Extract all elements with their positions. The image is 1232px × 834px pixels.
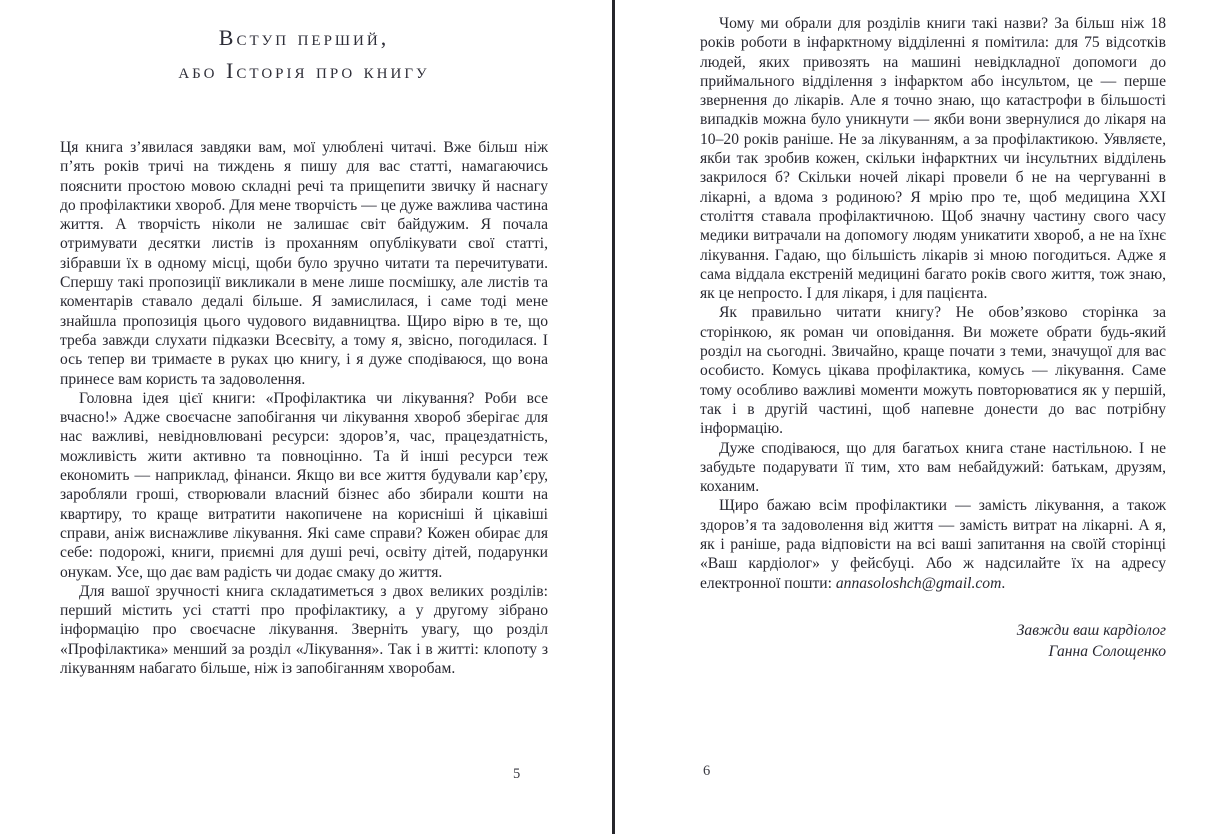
left-page-body xyxy=(60,138,548,678)
paragraph: Для вашої зручності книга складатиметься з двох великих розділів: перший містить усі статті про профілактику, а у другому зібрано інформацію про своєчасне лікування. Зверніть увагу, що розділ «Профілактика» менший за розділ «Лікування». Так і в житті: клопоту з лікуванням набагато більше, ніж із запобіганням хворобам. xyxy=(60,582,548,678)
page-right xyxy=(700,0,1166,834)
paragraph: Дуже сподіваюся, що для багатьох книга стане настільною. І не забудьте подарувати її тим, хто вам небайдужий: батькам, друзям, коханим. xyxy=(700,439,1166,496)
signature-name: Ганна Солощенко xyxy=(1048,642,1166,660)
chapter-title-line2: або Історія про книгу xyxy=(178,58,430,83)
right-page-body xyxy=(700,14,1166,593)
page-left xyxy=(60,0,548,834)
signature-role: Завжди ваш кардіолог xyxy=(1016,621,1166,639)
paragraph-closing xyxy=(700,496,1166,592)
closing-text: Щиро бажаю всім профілактики — замість лікування, а також здоров’я та задоволення від життя — замість витрат на лікарні. А я, як і раніше, рада відповісти на всі ваші запитання на своїй сторінці «Ваш кардіолог» у фейсбуці. Або ж надсилайте їх на адресу електронної пошти: xyxy=(700,497,1166,592)
paragraph: Ця книга з’явилася завдяки вам, мої улюблені читачі. Вже більш ніж п’ять років тричі на тиждень я пишу для вас статті, намагаючись пояснити простою мовою складні речі та прищепити звичку й наснагу до профілактики хвороб. Для мене творчість — це дуже важлива частина життя. А творчість ніколи не залишає світ байдужим. Я почала отримувати десятки листів із проханням опублікувати свої статті, зібравши їх в одному місці, щоби було зручно читати та перечитувати. Спершу такі пропозиції викликали в мене лише посмішку, але листів та коментарів ставало дедалі більше. Я замислилася, і саме тоді мене знайшла пропозиція цього чудового видавництва. Щиро вірю в те, що треба завжди слухати підказки Всесвіту, а тому я, звісно, погодилася. І ось тепер ви тримаєте в руках цю книгу, і я дуже сподіваюся, що вона принесе вам користь та задоволення. xyxy=(60,139,548,388)
chapter-title-line1: Вступ перший, xyxy=(218,25,390,50)
paragraph: Як правильно читати книгу? Не обов’язково сторінка за сторінкою, як роман чи оповідання. Ви можете обрати будь-який розділ на сьогодні. Звичайно, краще почати з теми, значущої для вас особисто. Комусь цікава профілактика, комусь — лікування. Саме тому особливо важливі моменти можуть повторюватися як у першій, так і в другій частині, щоб напевне донести до вас потрібну інформацію. xyxy=(700,304,1166,438)
closing-suffix: . xyxy=(1001,574,1006,592)
author-signature xyxy=(700,620,1166,662)
paragraph: Чому ми обрали для розділів книги такі назви? За більш ніж 18 років роботи в інфарктному відділенні я помітила: для 75 відсотків людей, яких привозять на машині невідкладної допомоги до приймального відділення з інфарктом або інсультом, це — перше звернення до лікарів. Але я точно знаю, що катастрофи в більшості випадків можна було уникнути — якби вони звернулися до лікаря на 10–20 років раніше. Не за лікуванням, а за профілактикою. Уявляєте, якби так зробив кожен, скільки інфарктних чи інсультних відділень закрилося б? Скільки ночей лікарі провели б не на чергуванні в лікарні, а вдома з родиною? Я мрію про те, щоб медицина XXI століття ставала профілактичною. Щоб значну частину свого часу медики витрачали на допомогу людям уникатити хвороб, а не на їхнє лікування. Гадаю, що більшість лікарів зі мною погодиться. Адже я сама віддала екстреній медицині багато років свого життя, тож знаю, як це непросто. І для лікаря, і для пацієнта. xyxy=(700,15,1166,303)
paragraph: Головна ідея цієї книги: «Профілактика чи лікування? Роби все вчасно!» Адже своєчасне запобігання чи лікування хвороб зберігає для нас важливі, невідновлювані ресурси: здоров’я, час, працездатність, можливість жити активно та повноцінно. Та й інші ресурси теж економить — наприклад, фінанси. Якщо ви все життя будували кар’єру, заробляли гроші, створювали власний бізнес або збирали кошти на квартиру, то краще витратити накопичене на корисніші й цікавіші справи, аніж виснажливе лікування. Які саме справи? Кожен обирає для себе: подорожі, книги, приємні для душі речі, освіту дітей, подарунки онукам. Усе, що дає вам радість чи додає смаку до життя. xyxy=(60,389,548,581)
page-number-right: 6 xyxy=(703,763,711,779)
chapter-title xyxy=(60,21,548,87)
email-address: annasoloshch@gmail.com xyxy=(835,574,1002,592)
page-number-left: 5 xyxy=(513,766,521,782)
page-gutter-divider xyxy=(612,0,615,834)
